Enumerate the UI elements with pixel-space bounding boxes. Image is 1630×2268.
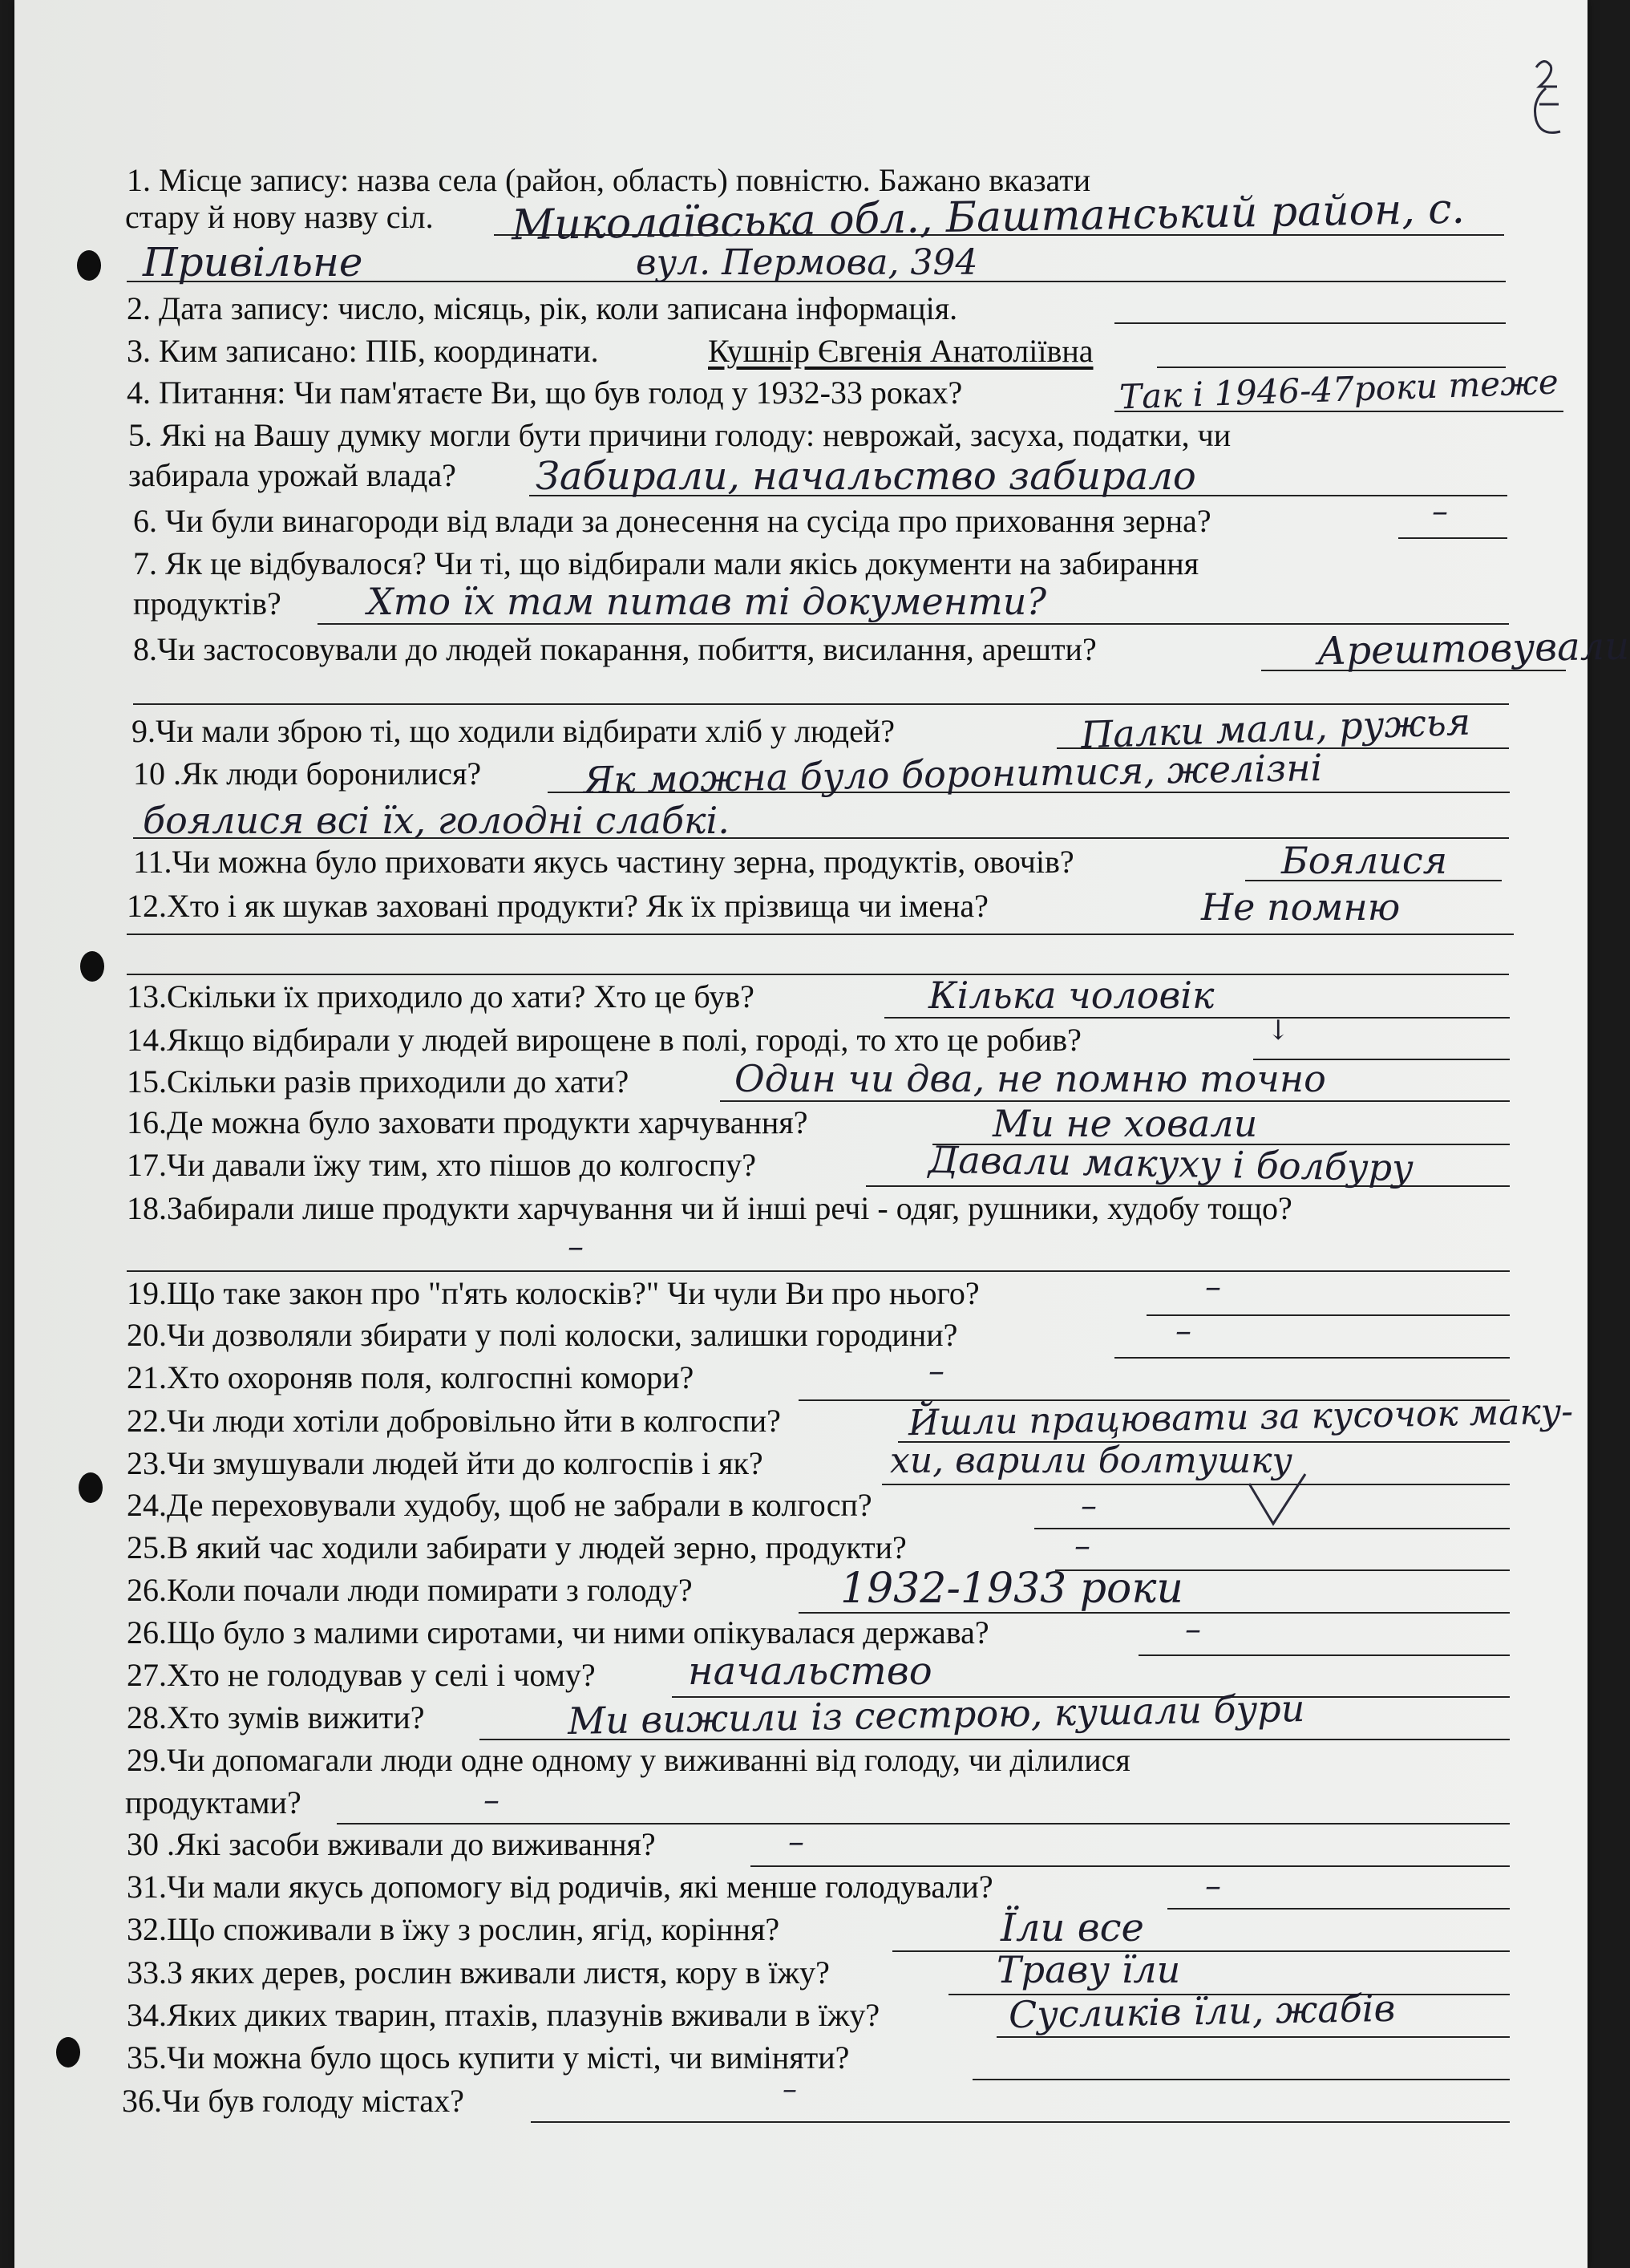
page-number-mark [1522, 56, 1562, 152]
answer-line [133, 702, 1509, 705]
answer-5: Забирали, начальство забирало [536, 454, 1196, 499]
question-25: 25.В який час ходили забирати у людей зерно, продукти? [127, 1529, 907, 1565]
answer-18: – [568, 1229, 584, 1266]
answer-26b: – [1185, 1611, 1201, 1648]
question-28: 28.Хто зумів вижити? [127, 1699, 425, 1735]
answer-1-village: Привільне [143, 239, 363, 286]
punch-hole [80, 951, 104, 982]
question-1-line-2: стару й нову назву сіл. [125, 199, 434, 235]
question-27: 27.Хто не голодував у селі і чому? [127, 1657, 596, 1693]
question-3: 3. Ким записано: ПІБ, координати. [127, 333, 599, 369]
answer-line [882, 1482, 1510, 1485]
pen-stroke [1241, 1468, 1313, 1532]
question-23: 23.Чи змушували людей йти до колгоспів і як? [127, 1445, 763, 1481]
question-15: 15.Скільки разів приходили до хати? [127, 1063, 629, 1100]
answer-9: Палки мали, ружья [1080, 699, 1471, 757]
answer-25: – [1074, 1528, 1090, 1565]
question-29-line-1: 29.Чи допомагали люди одне одному у виживанні від голоду, чи ділилися [127, 1742, 1130, 1778]
answer-line [1114, 321, 1506, 324]
question-31: 31.Чи мали якусь допомогу від родичів, які менше голодували? [127, 1869, 993, 1905]
answer-32: Їли все [1001, 1906, 1144, 1950]
punch-hole [79, 1472, 103, 1503]
question-12: 12.Хто і як шукав заховані продукти? Як їх прізвища чи імена? [127, 888, 989, 924]
question-26b: 26.Що було з малими сиротами, чи ними опікувалася держава? [127, 1614, 989, 1650]
question-5-line-2: забирала урожай влада? [128, 457, 456, 493]
answer-12: Не помню [1201, 885, 1401, 929]
answer-4: Так і 1946-47роки теже [1118, 362, 1559, 417]
answer-1-street: вул. Пермова, 394 [636, 242, 978, 283]
question-33: 33.З яких дерев, рослин вживали листя, кору в їжу? [127, 1954, 830, 1991]
question-22: 22.Чи люди хотіли добровільно йти в колгоспи? [127, 1403, 781, 1439]
answer-28: Ми вижили із сестрою, кушали бури [567, 1686, 1305, 1744]
questionnaire-page [14, 0, 1630, 2268]
question-21: 21.Хто охороняв поля, колгоспні комори? [127, 1359, 694, 1395]
answer-line [127, 1269, 1510, 1272]
answer-line [1398, 536, 1507, 539]
question-30: 30 .Які засоби вживали до виживання? [127, 1826, 656, 1862]
question-13: 13.Скільки їх приходило до хати? Хто це був? [127, 978, 754, 1015]
answer-1-place: Миколаївська обл., Баштанський район, с. [511, 184, 1466, 250]
answer-21: – [928, 1353, 944, 1390]
question-32: 32.Що споживали в їжу з рослин, ягід, коріння? [127, 1911, 780, 1947]
question-19: 19.Що таке закон про "п'ять колосків?" Чи чули Ви про нього? [127, 1275, 980, 1311]
answer-14: ↓ [1267, 1015, 1290, 1047]
answer-10-line-1: Як можна було боронитися, желізні [583, 745, 1323, 803]
answer-31: – [1205, 1868, 1221, 1905]
answer-8: Арештовували [1317, 623, 1630, 674]
question-9: 9.Чи мали зброю ті, що ходили відбирати хліб у людей? [131, 713, 896, 749]
question-10: 10 .Як люди боронилися? [133, 755, 482, 792]
answer-line [750, 1864, 1510, 1867]
answer-26: 1932-1933 роки [840, 1565, 1183, 1613]
answer-19: – [1205, 1269, 1221, 1306]
question-7-line-1: 7. Як це відбувалося? Чи ті, що відбирали мали якісь документи на забирання [133, 545, 1199, 581]
answer-7: Хто їх там питав ті документи? [367, 580, 1046, 623]
question-35: 35.Чи можна було щось купити у місті, чи виміняти? [127, 2039, 850, 2076]
question-36: 36.Чи був голоду містах? [122, 2083, 464, 2119]
answer-line [973, 2077, 1510, 2080]
question-6: 6. Чи були винагороди від влади за донесення на сусіда про приховання зерна? [133, 503, 1211, 539]
answer-13: Кілька чоловік [928, 974, 1215, 1017]
answer-10-line-2: боялися всі їх, голодні слабкі. [143, 799, 730, 842]
answer-36: – [783, 2073, 797, 2106]
question-34: 34.Яких диких тварин, птахів, плазунів вживали в їжу? [127, 1997, 880, 2033]
answer-line [892, 1949, 1510, 1952]
answer-6: – [1432, 493, 1448, 530]
answer-15: Один чи два, не помню точно [734, 1057, 1326, 1100]
answer-24: – [1081, 1488, 1097, 1525]
answer-17: Давали макуху і болбуру [928, 1137, 1414, 1190]
answer-22: Йшли працювати за кусочок маку- [908, 1391, 1574, 1444]
question-17: 17.Чи давали їжу тим, хто пішов до колгоспу? [127, 1147, 756, 1183]
question-4: 4. Питання: Чи пам'ятаєте Ви, що був голод у 1932-33 роках? [127, 375, 963, 411]
question-11: 11.Чи можна було приховати якусь частину зерна, продуктів, овочів? [133, 844, 1074, 880]
answer-20: – [1175, 1313, 1191, 1350]
question-29-line-2: продуктами? [125, 1784, 301, 1820]
answer-line [531, 2120, 1510, 2123]
answer-23: хи, варили болтушку [890, 1440, 1292, 1481]
answer-line [127, 932, 1514, 935]
question-5-line-1: 5. Які на Вашу думку могли бути причини голоду: неврожай, засуха, податки, чи [128, 417, 1232, 453]
question-7-line-2: продуктів? [133, 585, 281, 622]
question-24: 24.Де переховували худобу, щоб не забрали в колгосп? [127, 1487, 872, 1523]
question-26: 26.Коли почали люди помирати з голоду? [127, 1572, 693, 1608]
q3-typed-answer: Кушнір Євгенія Анатоліївна [708, 333, 1094, 369]
answer-16: Ми не ховали [993, 1102, 1258, 1145]
question-8: 8.Чи застосовували до людей покарання, побиття, висилання, арешти? [133, 631, 1097, 667]
question-18: 18.Забирали лише продукти харчування чи й інші речі - одяг, рушники, худобу тощо? [127, 1190, 1292, 1226]
answer-33: Траву їли [997, 1948, 1181, 1991]
answer-line [1167, 1906, 1510, 1910]
question-2: 2. Дата запису: число, місяць, рік, коли записана інформація. [127, 290, 958, 326]
answer-line [127, 972, 1509, 975]
answer-line [337, 1821, 1510, 1825]
punch-hole [77, 250, 101, 281]
question-14: 14.Якщо відбирали у людей вирощене в полі, городі, то хто це робив? [127, 1022, 1082, 1058]
answer-34: Сусликів їли, жабів [1008, 1986, 1396, 2037]
question-16: 16.Де можна було заховати продукти харчування? [127, 1104, 808, 1140]
question-1-line-1: 1. Місце запису: назва села (район, область) повністю. Бажано вказати [127, 162, 1091, 198]
answer-27: начальство [688, 1649, 932, 1694]
answer-line [1114, 1355, 1510, 1359]
answer-line [1147, 1313, 1510, 1316]
answer-29: – [483, 1782, 500, 1819]
answer-30: – [788, 1824, 804, 1861]
answer-11: Боялися [1281, 839, 1448, 882]
answer-line [1139, 1653, 1510, 1656]
question-20: 20.Чи дозволяли збирати у полі колоски, залишки городини? [127, 1317, 958, 1353]
punch-hole [56, 2037, 80, 2068]
